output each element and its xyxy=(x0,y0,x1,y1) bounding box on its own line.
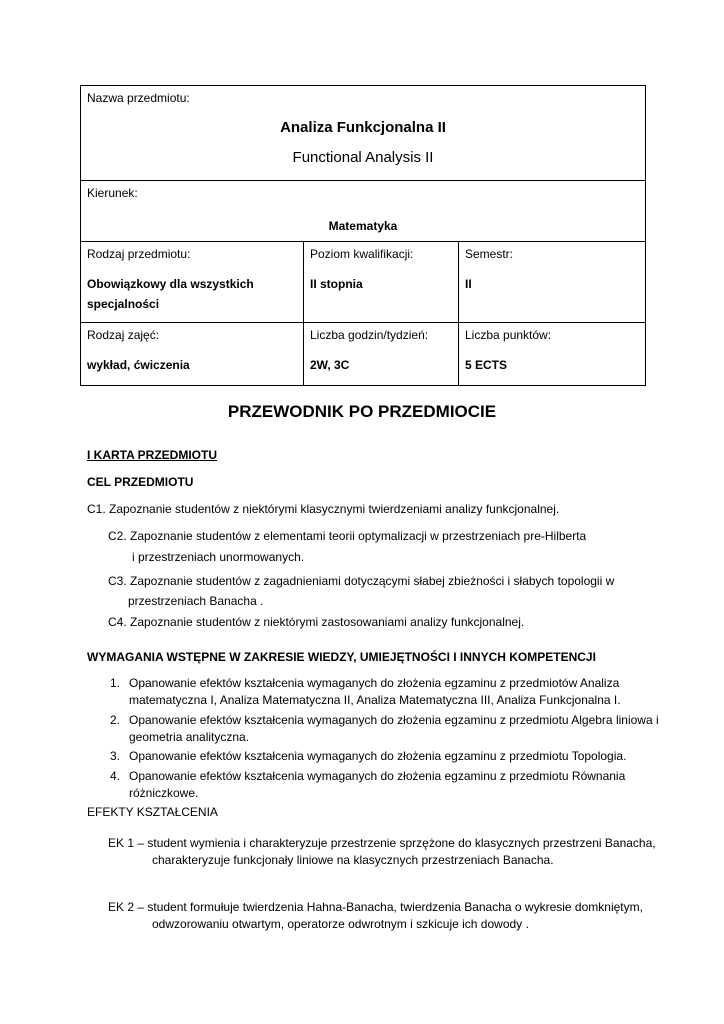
prereq-num-3: 3. xyxy=(110,749,121,763)
semester-value: II xyxy=(465,277,472,291)
outcome-ek1-cont: charakteryzuje funkcjonały liniowe na klasycznych przestrzeniach Banacha. xyxy=(152,853,554,867)
prereq-num-2: 2. xyxy=(110,713,121,727)
subject-title-pl: Analiza Funkcjonalna II xyxy=(280,119,446,136)
goal-c1: C1. Zapoznanie studentów z niektórymi klasycznymi twierdzeniami analizy funkcjonalnej. xyxy=(87,502,560,516)
prereq-2-cont: geometria analityczna. xyxy=(129,730,250,744)
goal-c3: C3. Zapoznanie studentów z zagadnieniami dotyczącymi słabej zbieżności i słabych topologii w xyxy=(108,574,615,588)
subject-title-en: Functional Analysis II xyxy=(292,149,434,166)
goal-c2-cont: i przestrzeniach unormowanych. xyxy=(132,550,305,564)
hours-value: 2W, 3C xyxy=(310,358,350,372)
prereq-2: Opanowanie efektów kształcenia wymaganych do złożenia egzaminu z przedmiotu Algebra liniowa i xyxy=(129,713,659,727)
guide-title: PRZEWODNIK PO PRZEDMIOCIE xyxy=(227,402,497,421)
classes-hours-points-row xyxy=(81,323,646,386)
type-value: Obowiązkowy dla wszystkich specjalności xyxy=(87,277,254,311)
classes-value: wykład, ćwiczenia xyxy=(87,358,190,372)
goal-c3-cont: przestrzeniach Banacha . xyxy=(128,594,264,608)
field-label: Kierunek: xyxy=(87,186,138,200)
subject-row xyxy=(81,86,646,181)
goal-c2: C2. Zapoznanie studentów z elementami teorii optymalizacji w przestrzeniach pre-Hilberta xyxy=(108,529,587,543)
type-level-semester-row xyxy=(81,242,646,323)
classes-label: Rodzaj zajęć: xyxy=(87,328,160,342)
outcome-ek2-cont: odwzorowaniu otwartym, operatorze odwrotnym i szkicuje ich dowody . xyxy=(152,917,529,931)
type-label: Rodzaj przedmiotu: xyxy=(87,247,191,261)
prereq-3: Opanowanie efektów kształcenia wymaganych do złożenia egzaminu z przedmiotu Topologia. xyxy=(129,749,627,763)
prereq-num-1: 1. xyxy=(110,676,121,690)
outcome-ek2: EK 2 – student formułuje twierdzenia Hahna-Banacha, twierdzenia Banacha o wykresie domkniętym, xyxy=(108,900,643,914)
goal-title: CEL PRZEDMIOTU xyxy=(87,475,194,489)
semester-label: Semestr: xyxy=(465,247,514,261)
field-value: Matematyka xyxy=(328,219,398,233)
prereq-4-cont: różniczkowe. xyxy=(129,786,199,800)
outcomes-title: EFEKTY KSZTAŁCENIA xyxy=(87,805,218,819)
field-row xyxy=(81,181,646,242)
subject-label: Nazwa przedmiotu: xyxy=(87,91,190,105)
points-label: Liczba punktów: xyxy=(465,328,552,342)
prereq-1: Opanowanie efektów kształcenia wymaganych do złożenia egzaminu z przedmiotów Analiza xyxy=(129,676,620,690)
prereq-1-cont: matematyczna I, Analiza Matematyczna II, Analiza Matematyczna III, Analiza Funkcjonalna I. xyxy=(129,693,621,707)
level-label: Poziom kwalifikacji: xyxy=(310,247,414,261)
section-title: I KARTA PRZEDMIOTU xyxy=(87,448,217,462)
points-value: 5 ECTS xyxy=(465,358,508,372)
level-value: II stopnia xyxy=(310,277,363,291)
prereq-4: Opanowanie efektów kształcenia wymaganych do złożenia egzaminu z przedmiotu Równania xyxy=(129,769,626,783)
prereq-num-4: 4. xyxy=(110,769,121,783)
course-info-table xyxy=(80,85,646,386)
goal-c4: C4. Zapoznanie studentów z niektórymi zastosowaniami analizy funkcjonalnej. xyxy=(108,615,525,629)
prereq-title: WYMAGANIA WSTĘPNE W ZAKRESIE WIEDZY, UMIEJĘTNOŚCI I INNYCH KOMPETENCJI xyxy=(87,650,596,664)
outcome-ek1: EK 1 – student wymienia i charakteryzuje przestrzenie sprzężone do klasycznych przestrzeni Banacha, xyxy=(108,836,656,850)
hours-label: Liczba godzin/tydzień: xyxy=(310,328,429,342)
